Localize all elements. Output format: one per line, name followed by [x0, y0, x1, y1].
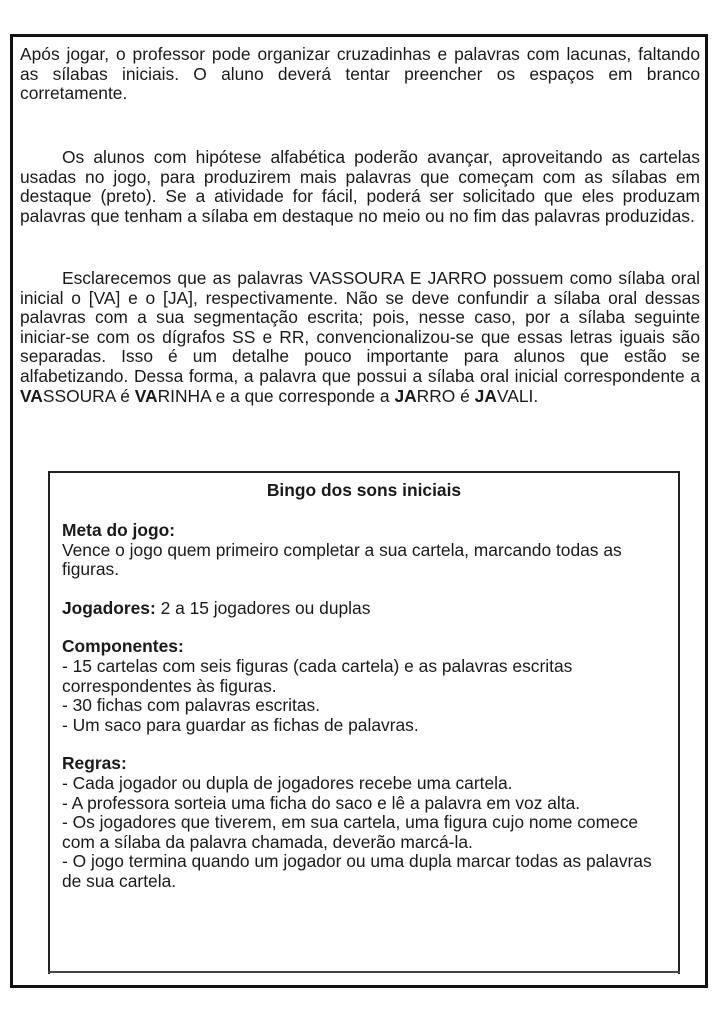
componentes-item: - Um saco para guardar as fichas de palavras. [62, 714, 419, 735]
section-regras [62, 754, 666, 891]
bingo-title: Bingo dos sons iniciais [266, 480, 462, 500]
highlight-syllable-va: VA [20, 385, 43, 406]
paragraph-alphabetic-hypothesis: Os alunos com hipótese alfabética poderão avançar, aproveitando as cartelas usadas no jogo, para produzirem mais palavras que começam com as sílabas em destaque (preto). Se a atividade for fácil, poderá ser solicitado que eles produzam palavras que tenham a sílaba em destaque no meio ou no fim das palavras produzidas. [20, 147, 700, 226]
componentes-item: - 15 cartelas com seis figuras (cada cartela) e as palavras escritas correspondentes às figuras. [62, 655, 573, 696]
regras-item: - Cada jogador ou dupla de jogadores recebe uma cartela. [62, 772, 513, 793]
highlight-syllable-va: VA [134, 385, 158, 406]
bingo-content [62, 521, 666, 911]
connector-text: é [455, 385, 475, 406]
connector-text: e a que corresponde a [210, 385, 395, 406]
highlight-syllable-ja: JA [394, 385, 417, 406]
componentes-heading: Componentes: [62, 636, 184, 657]
section-meta [62, 521, 666, 580]
regras-item: - A professora sorteia uma ficha do saco e lê a palavra em voz alta. [62, 792, 581, 813]
bingo-box [48, 471, 680, 974]
bingo-box-bottom-border [48, 971, 680, 973]
word-rest: SSOURA [42, 385, 116, 406]
regras-item: - Os jogadores que tiverem, em sua cartela, uma figura cujo nome comece com a sílaba da palavra chamada, deverão marcá-la. [62, 812, 639, 852]
paragraph-clarification-text: Esclarecemos que as palavras VASSOURA E JARRO possuem como sílaba oral inicial o [VA] e o [JA], respectivamente. Não se deve confundir a sílaba oral dessas palavras com a sua segmentação escrita; pois, nesse caso, por a sílaba seguinte iniciar-se com os dígrafos SS e RR, convencionalizou-se que essas letras iguais são separadas. Isso é um detalhe pouco importante para alunos que estão se alfabetizando. Dessa forma, a palavra que possui a sílaba oral inicial correspondente a [20, 268, 700, 386]
meta-heading: Meta do jogo: [62, 520, 176, 540]
word-rest: VALI. [496, 385, 539, 406]
word-rest: RINHA [157, 385, 211, 406]
componentes-item: - 30 fichas com palavras escritas. [62, 695, 321, 716]
paragraph-clarification [20, 269, 700, 406]
jogadores-text: 2 a 15 jogadores ou duplas [155, 597, 371, 618]
paragraph-intro: Após jogar, o professor pode organizar cruzadinhas e palavras com lacunas, faltando as sílabas iniciais. O aluno deverá tentar preencher os espaços em branco corretamente. [20, 44, 700, 104]
section-jogadores [62, 599, 666, 619]
connector-text: é [115, 385, 135, 406]
highlight-syllable-ja: JA [474, 385, 497, 406]
section-componentes [62, 637, 666, 735]
meta-text: Vence o jogo quem primeiro completar a sua cartela, marcando todas as figuras. [62, 539, 622, 580]
jogadores-heading: Jogadores: [62, 597, 156, 618]
regras-heading: Regras: [62, 753, 127, 774]
regras-item: - O jogo termina quando um jogador ou uma dupla marcar todas as palavras de sua cartela. [62, 851, 652, 891]
word-rest: RRO [416, 385, 456, 406]
